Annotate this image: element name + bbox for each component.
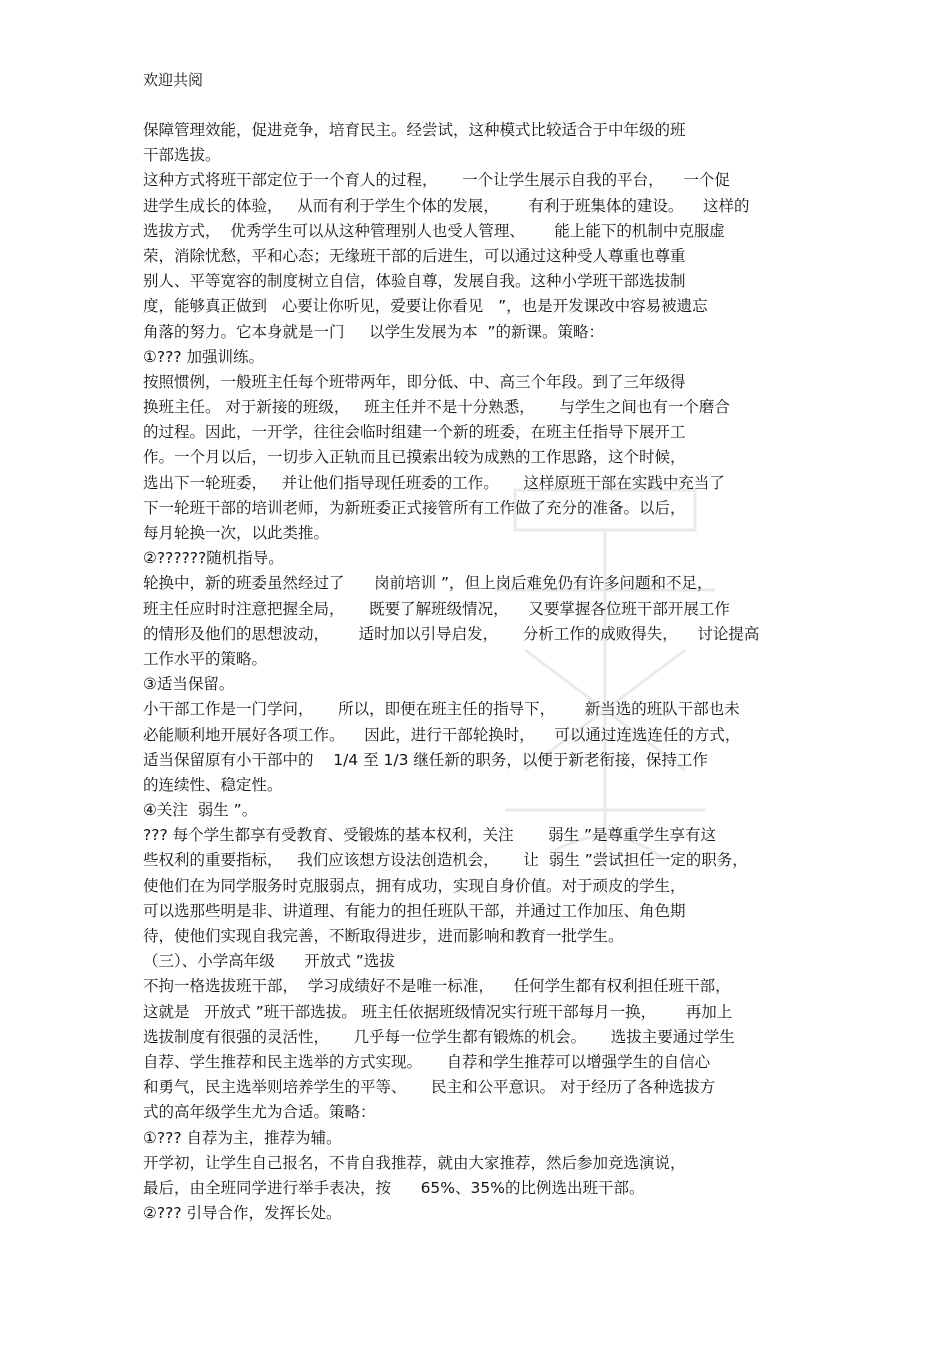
body-text xyxy=(143,118,843,1226)
text-line: 作。一个月以后，一切步入正轨而且已摸索出较为成熟的工作思路，这个时候， xyxy=(143,448,686,467)
text-line: 可以选那些明是非、讲道理、有能力的担任班队干部，并通过工作加压、角色期 xyxy=(143,901,686,920)
text-line: 这就是 开放式 ”班干部选拔。 班主任依据班级情况实行班干部每月一换， 再加上 xyxy=(143,1002,733,1021)
text-line: 按照惯例，一般班主任每个班带两年，即分低、中、高三个年段。到了三年级得 xyxy=(143,372,686,391)
text-line: 轮换中，新的班委虽然经过了 岗前培训 ”，但上岗后难免仍有许多问题和不足， xyxy=(143,574,713,593)
text-line: 的情形及他们的思想波动， 适时加以引导启发， 分析工作的成败得失， 讨论提高 xyxy=(143,624,760,643)
text-line: ①??? 自荐为主，推荐为辅。 xyxy=(143,1128,342,1147)
text-line: ③适当保留。 xyxy=(143,675,235,694)
text-line: （三）、小学高年级 开放式 ”选拔 xyxy=(143,952,395,971)
text-line: 待，使他们实现自我完善，不断取得进步，进而影响和教育一批学生。 xyxy=(143,927,624,945)
text-line: ②??????随机指导。 xyxy=(143,549,284,568)
text-line: 别人、平等宽容的制度树立自信，体验自尊，发展自我。这种小学班干部选拔制 xyxy=(143,272,686,291)
text-line: 小干部工作是一门学问， 所以，即便在班主任的指导下， 新当选的班队干部也未 xyxy=(143,700,740,719)
text-line: ④关注 弱生 ”。 xyxy=(143,801,258,820)
text-line: 班主任应时时注意把握全局， 既要了解班级情况， 又要掌握各位班干部开展工作 xyxy=(143,599,730,618)
text-line: 选出下一轮班委， 并让他们指导现任班委的工作。 这样原班干部在实践中充当了 xyxy=(143,473,725,492)
text-line: 下一轮班干部的培训老师，为新班委正式接管所有工作做了充分的准备。以后， xyxy=(143,498,686,517)
text-line: 的连续性、稳定性。 xyxy=(143,775,283,794)
text-line: 不拘一格选拔班干部， 学习成绩好不是唯一标准， 任何学生都有权利担任班干部， xyxy=(143,977,731,996)
text-line: 角落的努力。它本身就是一门 以学生发展为本 ”的新课。策略： xyxy=(143,322,605,341)
text-line: ??? 每个学生都享有受教育、受锻炼的基本权利，关注 弱生 ”是尊重学生享有这 xyxy=(143,826,717,845)
text-line: 适当保留原有小干部中的 1/4 至 1/3 继任新的职务，以便于新老衔接，保持工作 xyxy=(143,750,708,769)
text-line: 式的高年级学生尤为合适。策略： xyxy=(143,1103,376,1122)
text-line: 干部选拔。 xyxy=(143,146,221,165)
text-line: 度，能够真正做到 心要让你听见，爱要让你看见 ”，也是开发课改中容易被遗忘 xyxy=(143,297,708,316)
text-line: 保障管理效能，促进竞争，培育民主。经尝试，这种模式比较适合于中年级的班 xyxy=(143,121,686,139)
text-line: ②??? 引导合作，发挥长处。 xyxy=(143,1204,342,1223)
text-line: ①??? 加强训练。 xyxy=(143,347,265,366)
text-line: 工作水平的策略。 xyxy=(143,649,268,668)
text-line: 换班主任。 对于新接的班级， 班主任并不是十分熟悉， 与学生之间也有一个磨合 xyxy=(143,398,730,417)
text-line: 这种方式将班干部定位于一个育人的过程， 一个让学生展示自我的平台， 一个促 xyxy=(143,171,730,190)
text-line: 使他们在为同学服务时克服弱点，拥有成功，实现自身价值。对于顽皮的学生， xyxy=(143,876,686,895)
text-line: 进学生成长的体验， 从而有利于学生个体的发展， 有利于班集体的建设。 这样的 xyxy=(143,196,750,215)
text-line: 每月轮换一次，以此类推。 xyxy=(143,524,330,542)
text-line: 自荐、学生推荐和民主选举的方式实现。 自荐和学生推荐可以增强学生的自信心 xyxy=(143,1052,711,1071)
text-line: 选拔方式， 优秀学生可以从这种管理别人也受人管理、 能上能下的机制中克服虚 xyxy=(143,221,725,240)
text-line: 选拔制度有很强的灵活性， 几乎每一位学生都有锻炼的机会。 选拔主要通过学生 xyxy=(143,1027,735,1046)
text-line: 最后，由全班同学进行举手表决，按 65%、35%的比例选出班干部。 xyxy=(143,1178,645,1197)
text-line: 开学初，让学生自己报名，不肯自我推荐，就由大家推荐，然后参加竞选演说， xyxy=(143,1153,686,1172)
text-line: 些权利的重要指标， 我们应该想方设法创造机会， 让 弱生 ”尝试担任一定的职务， xyxy=(143,851,748,870)
text-line: 必能顺利地开展好各项工作。 因此，进行干部轮换时， 可以通过连选连任的方式， xyxy=(143,725,741,744)
page-header: 欢迎共阅 xyxy=(143,71,204,89)
text-line: 的过程。因此，一开学，往往会临时组建一个新的班委，在班主任指导下展开工 xyxy=(143,423,686,442)
text-line: 和勇气，民主选举则培养学生的平等、 民主和公平意识。 对于经历了各种选拔方 xyxy=(143,1078,716,1097)
text-line: 荣，消除忧愁，平和心态；无缘班干部的后进生，可以通过这种受人尊重也尊重 xyxy=(143,246,686,265)
